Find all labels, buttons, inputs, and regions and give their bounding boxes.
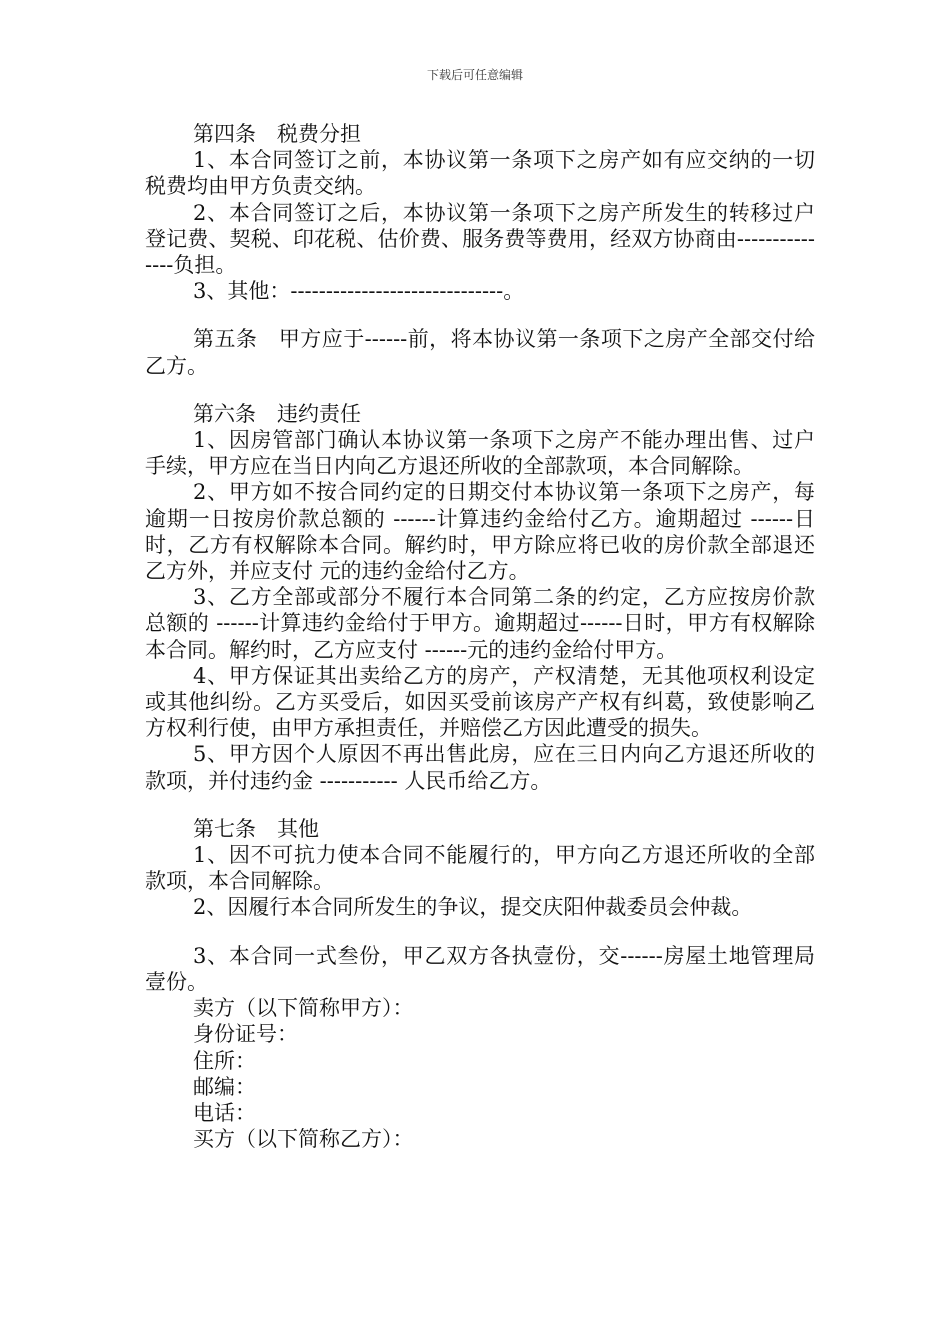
article-6-clause-3: 3、乙方全部或部分不履行本合同第二条的约定，乙方应按房价款总额的 ------计算违约金给付于甲方。逾期超过------日时，甲方有权解除本合同。解约时，乙方应支付 ------元的违约金给付甲方。 bbox=[145, 585, 815, 662]
article-5: 第五条 甲方应于------前，将本协议第一条项下之房产全部交付给乙方。 bbox=[145, 327, 815, 378]
article-7-clause-3: 3、本合同一式叁份，甲乙双方各执壹份，交------房屋土地管理局壹份。 bbox=[145, 943, 815, 994]
article-4-clause-2: 2、本合同签订之后，本协议第一条项下之房产所发生的转移过户登记费、契税、印花税、估价费、服务费等费用，经双方协商由---------------负担。 bbox=[145, 200, 815, 278]
spacer bbox=[145, 794, 815, 816]
spacer bbox=[145, 921, 815, 943]
seller-id-label: 身份证号： bbox=[193, 1022, 298, 1047]
contract-body bbox=[145, 121, 815, 1152]
seller-phone-label: 电话： bbox=[193, 1100, 256, 1125]
buyer-label: 买方（以下简称乙方）： bbox=[193, 1127, 414, 1152]
article-4-clause-3: 3、其他：------------------------------。 bbox=[193, 279, 525, 304]
article-4-clause-1: 1、本合同签订之前，本协议第一条项下之房产如有应交纳的一切税费均由甲方负责交纳。 bbox=[145, 148, 815, 199]
spacer bbox=[145, 379, 815, 401]
article-6-clause-5: 5、甲方因个人原因不再出售此房，应在三日内向乙方退还所收的款项，并付违约金 ----------- 人民币给乙方。 bbox=[145, 742, 815, 793]
article-7-clause-2: 2、因履行本合同所发生的争议，提交庆阳仲裁委员会仲裁。 bbox=[193, 895, 753, 920]
article-7-title: 第七条 其他 bbox=[193, 816, 319, 841]
article-6-clause-4: 4、甲方保证其出卖给乙方的房产，产权清楚，无其他项权利设定或其他纠纷。乙方买受后，如因买受前该房产产权有纠葛，致使影响乙方权利行使，由甲方承担责任，并赔偿乙方因此遭受的损失。 bbox=[145, 663, 815, 741]
seller-label: 卖方（以下简称甲方）： bbox=[193, 996, 414, 1021]
article-6-clause-2: 2、甲方如不按合同约定的日期交付本协议第一条项下之房产，每逾期一日按房价款总额的 ------计算违约金给付乙方。逾期超过 ------日时，乙方有权解除本合同。解约时，甲方除应将已收的房价款全部退还乙方外，并应支付 元的违约金给付乙方。 bbox=[145, 480, 815, 584]
spacer bbox=[145, 304, 815, 326]
page-header-note: 下载后可任意编辑 bbox=[426, 68, 523, 82]
article-4-title: 第四条 税费分担 bbox=[193, 122, 361, 146]
seller-address-label: 住所： bbox=[193, 1048, 256, 1073]
seller-postcode-label: 邮编： bbox=[193, 1074, 256, 1099]
article-7-clause-1: 1、因不可抗力使本合同不能履行的，甲方向乙方退还所收的全部款项，本合同解除。 bbox=[145, 843, 815, 894]
article-6-clause-1: 1、因房管部门确认本协议第一条项下之房产不能办理出售、过户手续，甲方应在当日内向乙方退还所收的全部款项，本合同解除。 bbox=[145, 428, 815, 479]
article-6-title: 第六条 违约责任 bbox=[193, 401, 361, 426]
